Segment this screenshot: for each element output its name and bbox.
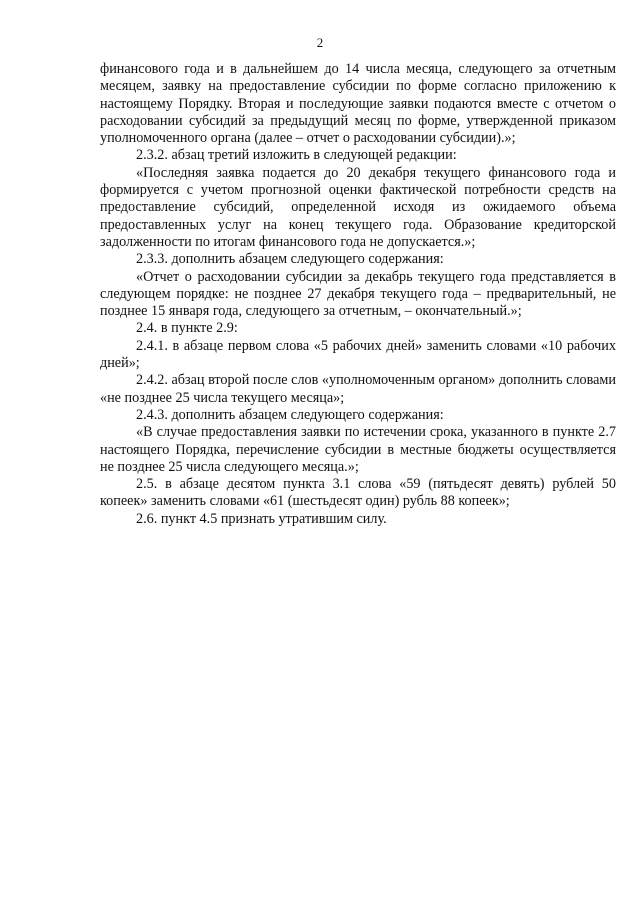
paragraph-quote-last-application: «Последняя заявка подается до 20 декабря текущего финансового года и формируется с учетом прогнозной оценки фактической потребности средств на предоставление субсидий, определенной исходя из ожидаемого объема предоставленных услуг на конец текущего года. Образование кредиторской задолженности по итогам финансового года не допускается.»; bbox=[100, 164, 616, 250]
paragraph-2-3-2: 2.3.2. абзац третий изложить в следующей редакции: bbox=[136, 147, 457, 164]
paragraph-2-3-3: 2.3.3. дополнить абзацем следующего содержания: bbox=[136, 251, 444, 268]
paragraph-quote-december-report: «Отчет о расходовании субсидии за декабрь текущего года представляется в следующем порядке: не позднее 27 декабря текущего года – предварительный, не позднее 15 января года, следующего за отчетным, – окончательный.»; bbox=[100, 268, 616, 320]
document-body bbox=[100, 61, 616, 528]
paragraph-2-4-3: 2.4.3. дополнить абзацем следующего содержания: bbox=[136, 406, 444, 423]
paragraph-2-4: 2.4. в пункте 2.9: bbox=[136, 320, 238, 337]
page-number: 2 bbox=[316, 35, 324, 50]
paragraph-2-4-2: 2.4.2. абзац второй после слов «уполномоченным органом» дополнить словами «не позднее 25 числа текущего месяца»; bbox=[100, 372, 616, 406]
paragraph-continuation: финансового года и в дальнейшем до 14 числа месяца, следующего за отчетным месяцем, заявку на предоставление субсидии по форме согласно приложению к настоящему Порядку. Вторая и последующие заявки подаются вместе с отчетом о расходовании субсидий за предыдущий месяц по форме, утвержденной приказом уполномоченного органа (далее – отчет о расходовании субсидии).»; bbox=[100, 61, 616, 147]
paragraph-quote-late-application: «В случае предоставления заявки по истечении срока, указанного в пункте 2.7 настоящего Порядка, перечисление субсидии в местные бюджеты осуществляется не позднее 25 числа следующего месяца.»; bbox=[100, 424, 616, 475]
paragraph-2-6: 2.6. пункт 4.5 признать утратившим силу. bbox=[136, 510, 387, 527]
paragraph-2-4-1: 2.4.1. в абзаце первом слова «5 рабочих дней» заменить словами «10 рабочих дней»; bbox=[100, 337, 616, 372]
paragraph-2-5: 2.5. в абзаце десятом пункта 3.1 слова «59 (пятьдесят девять) рублей 50 копеек» заменить словами «61 (шестьдесят один) рубль 88 копеек»; bbox=[100, 476, 616, 510]
